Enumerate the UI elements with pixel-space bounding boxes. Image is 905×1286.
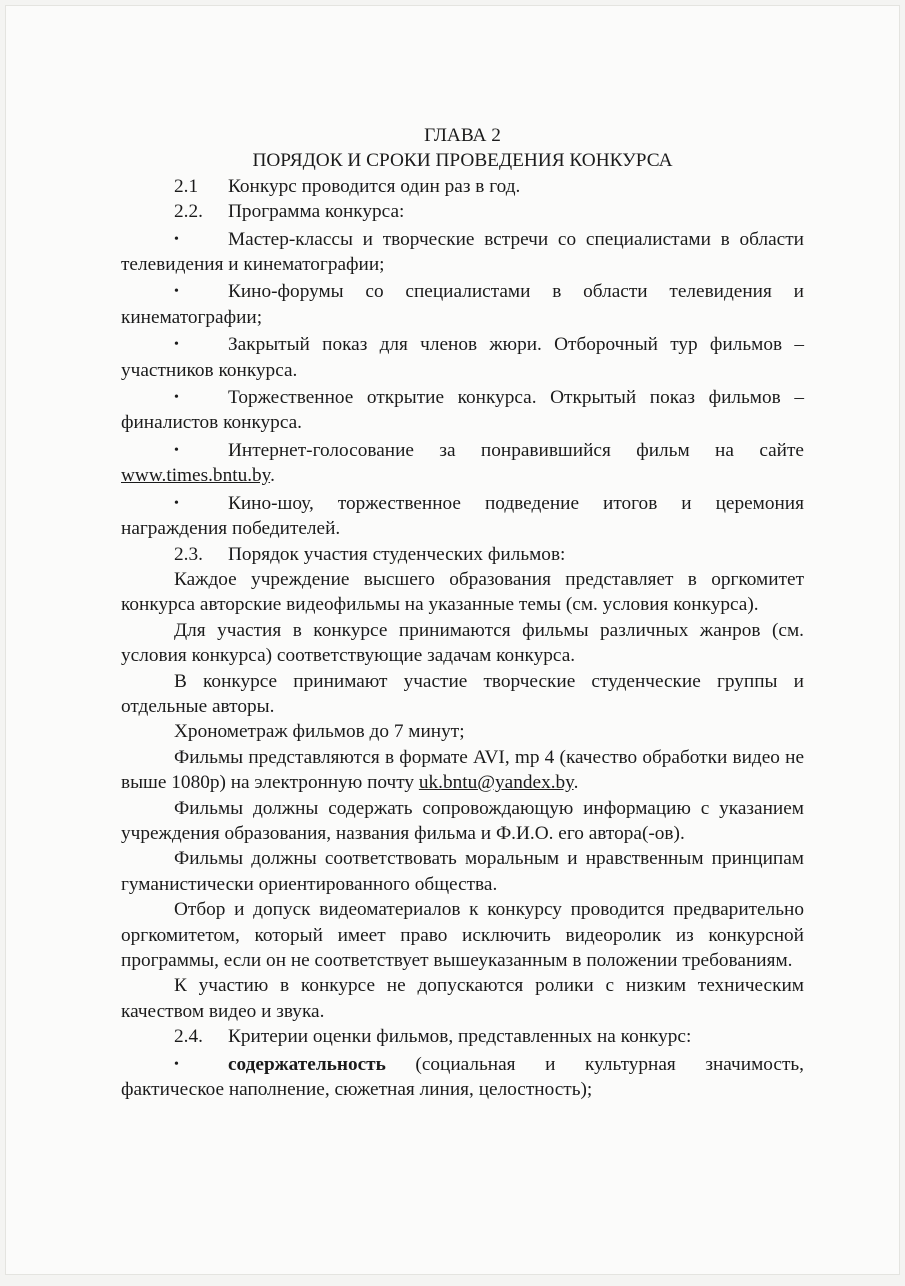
section-2-1	[121, 174, 804, 199]
section-number: 2.3.	[174, 543, 203, 565]
criteria-item	[121, 1052, 804, 1103]
section-2-2	[121, 199, 804, 224]
paragraph	[121, 745, 804, 796]
bullet-icon: •	[174, 337, 179, 353]
bullet-icon: •	[174, 231, 179, 247]
chapter-title: ГЛАВА 2	[424, 125, 501, 146]
section-text: Критерии оценки фильмов, представленных на конкурс:	[228, 1026, 692, 1048]
document-body	[121, 123, 804, 1102]
program-item-text: Интернет-голосование за понравившийся фильм на сайте	[228, 439, 804, 461]
bullet-icon: •	[174, 442, 179, 458]
program-item-text: Кино-шоу, торжественное подведение итогов и церемония награждения победителей.	[121, 492, 804, 540]
criteria-term: содержательность	[228, 1053, 386, 1075]
program-item	[121, 332, 804, 383]
bullet-icon: •	[174, 495, 179, 511]
section-2-3	[121, 542, 804, 567]
site-link-suffix: .	[270, 465, 275, 487]
email-suffix: .	[573, 772, 579, 794]
paragraph: К участию в конкурсе не допускаются ролики с низким техническим качеством видео и звука.	[121, 975, 804, 1022]
criteria-text: (социальная и культурная значимость, фактическое наполнение, сюжетная линия, целостность);	[121, 1053, 804, 1101]
program-item-text: Торжественное открытие конкурса. Открытый показ фильмов – финалистов конкурса.	[121, 387, 804, 434]
program-item-text: Мастер-классы и творческие встречи со специалистами в области телевидения и кинематографии;	[121, 228, 804, 276]
bullet-icon: •	[174, 1056, 179, 1072]
section-text: Конкурс проводится один раз в год.	[228, 175, 521, 197]
program-item	[121, 279, 804, 330]
section-number: 2.4.	[174, 1026, 203, 1048]
paragraph: Хронометраж фильмов до 7 минут;	[174, 721, 465, 743]
paragraph: Каждое учреждение высшего образования представляет в оргкомитет конкурса авторские видеофильмы на указанные темы (см. условия конкурса).	[121, 568, 804, 616]
paragraph: Фильмы должны содержать сопровождающую информацию с указанием учреждения образования, названия фильма и Ф.И.О. его автора(-ов).	[121, 797, 804, 844]
chapter-subtitle: ПОРЯДОК И СРОКИ ПРОВЕДЕНИЯ КОНКУРСА	[252, 150, 673, 172]
paragraph: Фильмы должны соответствовать моральным и нравственным принципам гуманистически ориентированного общества.	[121, 848, 804, 895]
bullet-icon: •	[174, 390, 179, 406]
program-item	[121, 385, 804, 436]
section-text: Порядок участия студенческих фильмов:	[228, 543, 566, 565]
section-number: 2.2.	[174, 201, 203, 223]
program-item	[121, 491, 804, 542]
section-2-4	[121, 1024, 804, 1049]
paragraph: Для участия в конкурсе принимаются фильмы различных жанров (см. условия конкурса) соответствующие задачам конкурса.	[121, 619, 804, 667]
email-link[interactable]: uk.bntu@yandex.by	[418, 772, 574, 794]
paragraph: В конкурсе принимают участие творческие студенческие группы и отдельные авторы.	[121, 670, 804, 717]
site-link[interactable]: www.times.bntu.by	[121, 465, 271, 487]
program-item-text: Кино-форумы со специалистами в области телевидения и кинематографии;	[121, 281, 804, 328]
program-item-text: Закрытый показ для членов жюри. Отборочный тур фильмов – участников конкурса.	[121, 334, 804, 381]
program-item	[121, 227, 804, 278]
paragraph: Отбор и допуск видеоматериалов к конкурсу проводится предварительно оргкомитетом, который имеет право исключить видеоролик из конкурсной программы, если он не соответствует вышеуказанным в положении требованиям.	[121, 899, 804, 971]
paragraph-text: Фильмы представляются в формате AVI, mp 4 (качество обработки видео не выше 1080р) на электронную почту	[121, 746, 804, 794]
section-number: 2.1	[174, 175, 199, 197]
document-page	[6, 6, 899, 1274]
program-item	[121, 438, 804, 489]
bullet-icon: •	[174, 284, 179, 300]
section-text: Программа конкурса:	[228, 201, 405, 223]
